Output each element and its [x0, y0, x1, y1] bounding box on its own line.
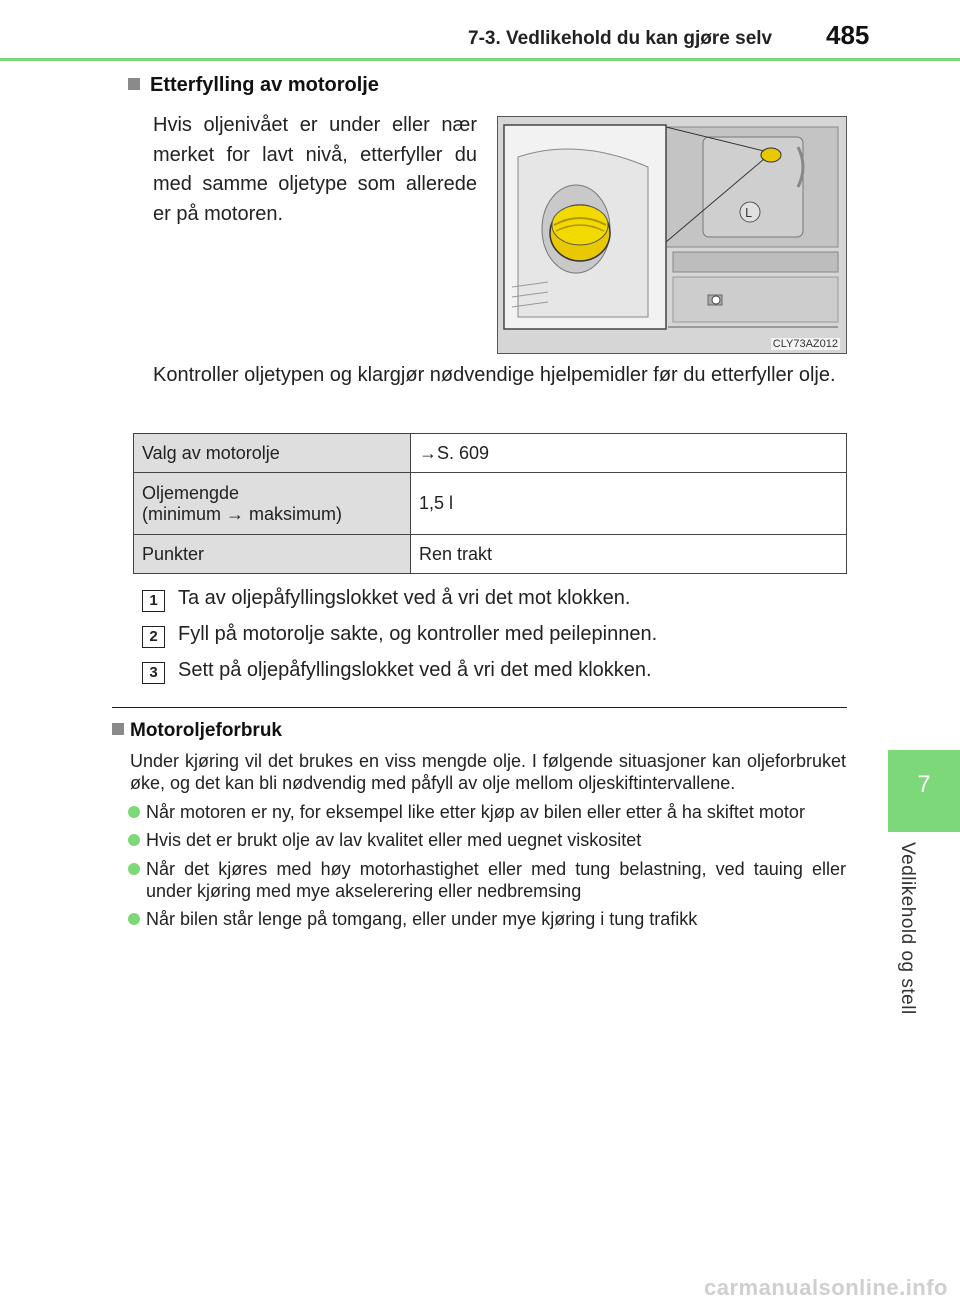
page-number: 485	[826, 20, 870, 50]
consumption-intro: Under kjøring vil det brukes en viss mengde olje. I følgende situasjoner kan oljeforbruket øke, og det kan bli nødvendig med påfyll av olje mellom oljeskiftintervallene.	[130, 751, 846, 793]
consumption-heading	[112, 720, 282, 742]
table-row	[134, 434, 847, 473]
list-item	[128, 858, 846, 902]
spec-label-line2: (minimum → maksimum)	[142, 503, 342, 524]
chapter-number: 7	[917, 771, 931, 798]
svg-text:L: L	[745, 206, 752, 220]
spec-label	[134, 473, 411, 535]
step-number: 3	[142, 662, 165, 684]
bullet-dot-icon	[128, 834, 140, 846]
chapter-tab	[888, 750, 960, 832]
header-rule	[0, 58, 960, 61]
oil-filler-cap-illustration	[497, 116, 847, 354]
refill-heading-text: Etterfylling av motorolje	[150, 74, 379, 96]
spec-label-line1: Oljemengde	[142, 482, 240, 503]
bullet-dot-icon	[128, 863, 140, 875]
table-row	[134, 535, 847, 574]
step-number: 1	[142, 590, 165, 612]
list-item	[128, 801, 846, 823]
list-item	[128, 829, 846, 851]
table-row	[134, 473, 847, 535]
refill-intro: Hvis oljenivået er under eller nær merket for lavt nivå, etterfyller du med samme oljetype som allerede er på motoren.	[153, 114, 477, 225]
bullet-dot-icon	[128, 913, 140, 925]
bullet-text: Hvis det er brukt olje av lav kvalitet eller med uegnet viskositet	[146, 830, 642, 850]
spec-value: Ren trakt	[411, 535, 847, 574]
section-divider	[112, 707, 847, 708]
step-text: Sett på oljepåfyllingslokket ved å vri det med klokken.	[178, 659, 652, 681]
bullet-text: Når bilen står lenge på tomgang, eller under mye kjøring i tung trafikk	[146, 909, 698, 929]
step-text: Ta av oljepåfyllingslokket ved å vri det mot klokken.	[178, 587, 631, 609]
spec-value: →S. 609	[411, 434, 847, 473]
engine-bay-drawing	[498, 117, 846, 353]
step-text: Fyll på motorolje sakte, og kontroller med peilepinnen.	[178, 623, 658, 645]
header-section-title: 7-3. Vedlikehold du kan gjøre selv	[468, 28, 773, 49]
refill-check-text: Kontroller oljetypen og klargjør nødvendige hjelpemidler før du etterfyller olje.	[153, 364, 836, 386]
bullet-dot-icon	[128, 806, 140, 818]
consumption-heading-text: Motoroljeforbruk	[130, 720, 282, 741]
chapter-title-vertical: Vedlikehold og stell	[897, 842, 918, 1015]
square-bullet-icon	[112, 723, 124, 735]
watermark: carmanualsonline.info	[704, 1275, 948, 1300]
step-number: 2	[142, 626, 165, 648]
refill-heading	[128, 74, 379, 97]
bullet-text: Når det kjøres med høy motorhastighet eller med tung belastning, ved tauing eller under kjøring med mye akselerering eller nedbremsing	[146, 859, 846, 901]
list-item	[128, 908, 846, 930]
spec-label: Valg av motorolje	[134, 434, 411, 473]
figure-code: CLY73AZ012	[772, 338, 838, 350]
spec-label: Punkter	[134, 535, 411, 574]
square-bullet-icon	[128, 78, 140, 90]
bullet-text: Når motoren er ny, for eksempel like etter kjøp av bilen eller etter å ha skiftet motor	[146, 802, 805, 822]
spec-value: 1,5 l	[411, 473, 847, 535]
spec-table	[133, 433, 847, 574]
